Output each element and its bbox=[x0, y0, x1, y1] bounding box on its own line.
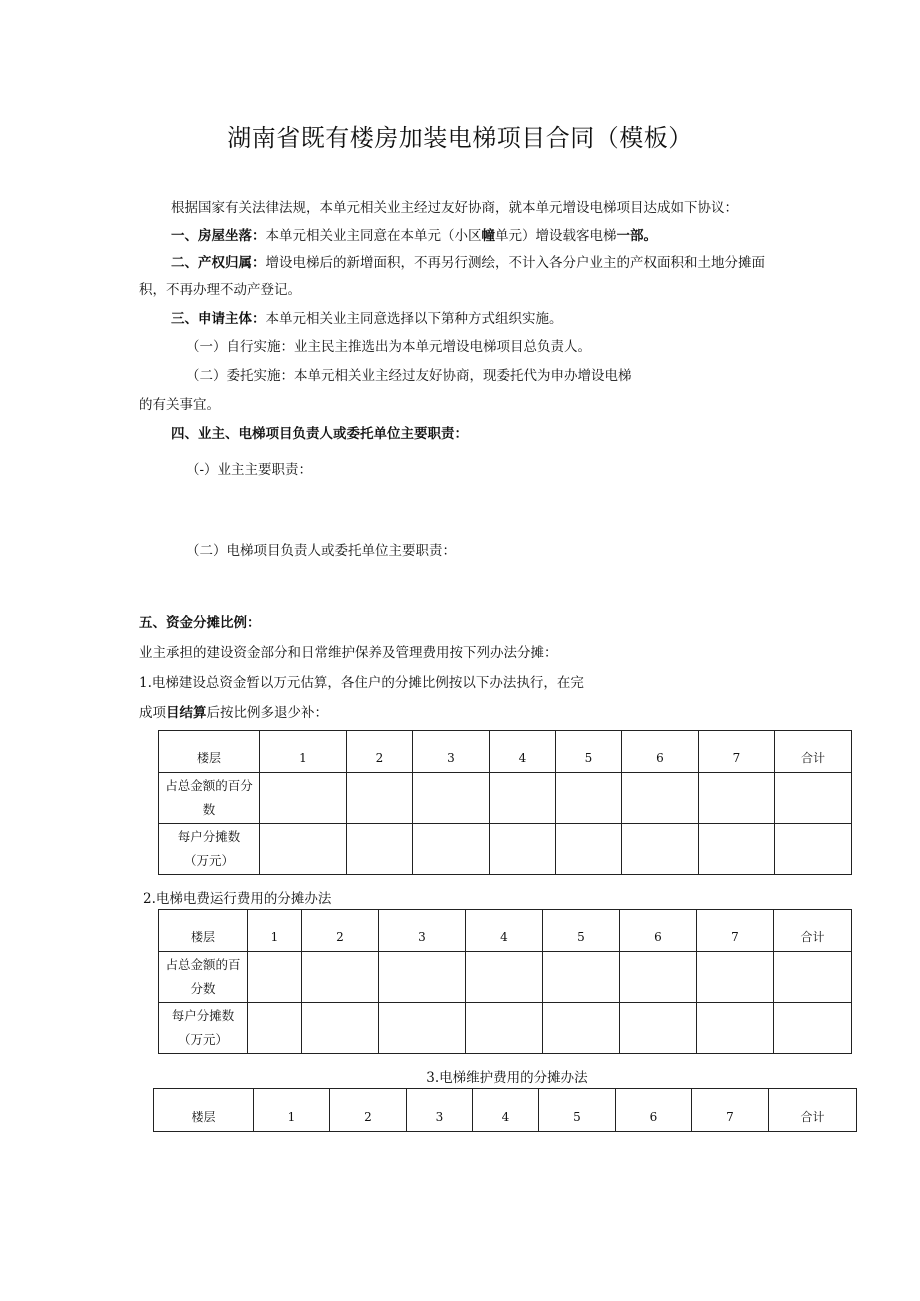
table-cell[interactable] bbox=[775, 773, 852, 824]
section-3-item1: （一）自行实施：业主民主推选出为本单元增设电梯项目总负责人。 bbox=[186, 339, 591, 355]
section-4-item2: （二）电梯项目负责人或委托单位主要职责： bbox=[186, 543, 456, 559]
table-cell[interactable] bbox=[466, 952, 543, 1003]
row-label-per-household: 每户分摊数 （万元） bbox=[159, 1003, 248, 1054]
header-cell: 3 bbox=[413, 731, 490, 773]
table-cell[interactable] bbox=[699, 773, 775, 824]
table-row bbox=[159, 824, 852, 875]
header-cell: 楼层 bbox=[159, 731, 260, 773]
table-cell[interactable] bbox=[620, 1003, 697, 1054]
header-cell: 2 bbox=[347, 731, 413, 773]
table-cell[interactable] bbox=[774, 1003, 852, 1054]
table-cell[interactable] bbox=[697, 1003, 774, 1054]
table-cell[interactable] bbox=[556, 824, 622, 875]
section-3-item2-cont: 的有关事宜。 bbox=[139, 397, 220, 413]
table-cell[interactable] bbox=[466, 1003, 543, 1054]
row-label-per-household: 每户分摊数 （万元） bbox=[159, 824, 260, 875]
table-row bbox=[159, 773, 852, 824]
row-label-percentage: 占总金额的百 分数 bbox=[159, 952, 248, 1003]
header-cell: 合计 bbox=[774, 910, 852, 952]
table-cell[interactable] bbox=[622, 773, 699, 824]
header-cell: 4 bbox=[473, 1089, 539, 1132]
table-row bbox=[159, 952, 852, 1003]
table-cell[interactable] bbox=[413, 773, 490, 824]
section-2-ownership bbox=[171, 253, 765, 273]
header-cell: 6 bbox=[616, 1089, 692, 1132]
electricity-cost-table bbox=[158, 909, 852, 1054]
section-5-line3-a: 成项 bbox=[139, 705, 166, 721]
table-cell[interactable] bbox=[248, 1003, 302, 1054]
table-cell[interactable] bbox=[774, 952, 852, 1003]
section-1-text-a: 本单元相关业主同意在本单元（小区 bbox=[265, 228, 482, 244]
table-row bbox=[159, 1003, 852, 1054]
table-cell[interactable] bbox=[622, 824, 699, 875]
table-cell[interactable] bbox=[699, 824, 775, 875]
table-cell[interactable] bbox=[379, 952, 466, 1003]
header-cell: 7 bbox=[697, 910, 774, 952]
section-4-heading: 四、业主、电梯项目负责人或委托单位主要职责： bbox=[171, 426, 468, 442]
section-1-text-b: 幢 bbox=[481, 228, 495, 244]
section-1-label: 一、房屋坐落： bbox=[171, 228, 266, 244]
table-cell[interactable] bbox=[620, 952, 697, 1003]
section-5-line3-c: 后按比例多退少补： bbox=[206, 705, 328, 721]
header-cell: 3 bbox=[407, 1089, 473, 1132]
header-cell: 3 bbox=[379, 910, 466, 952]
table-header-row bbox=[154, 1089, 857, 1132]
table-cell[interactable] bbox=[775, 824, 852, 875]
header-cell: 楼层 bbox=[154, 1089, 254, 1132]
table-cell[interactable] bbox=[543, 1003, 620, 1054]
header-cell: 2 bbox=[330, 1089, 407, 1132]
section-5-line3-b: 目结算 bbox=[166, 705, 207, 721]
table3-caption: 3.电梯维护费用的分摊办法 bbox=[426, 1070, 588, 1086]
header-cell: 4 bbox=[490, 731, 556, 773]
section-5-line1: 业主承担的建设资金部分和日常维护保养及管理费用按下列办法分摊： bbox=[139, 645, 558, 661]
table-cell[interactable] bbox=[490, 773, 556, 824]
table-cell[interactable] bbox=[248, 952, 302, 1003]
header-cell: 5 bbox=[543, 910, 620, 952]
table-cell[interactable] bbox=[379, 1003, 466, 1054]
table2-caption: 2.电梯电费运行费用的分摊办法 bbox=[143, 891, 332, 907]
table-cell[interactable] bbox=[347, 824, 413, 875]
table-cell[interactable] bbox=[260, 824, 347, 875]
maintenance-cost-table bbox=[153, 1088, 857, 1132]
header-cell: 楼层 bbox=[159, 910, 248, 952]
table-header-row bbox=[159, 731, 852, 773]
header-cell: 1 bbox=[248, 910, 302, 952]
table-cell[interactable] bbox=[543, 952, 620, 1003]
section-1-text-c: 单元）增设载客电梯 bbox=[495, 228, 617, 244]
intro-paragraph: 根据国家有关法律法规，本单元相关业主经过友好协商，就本单元增设电梯项目达成如下协议： bbox=[171, 200, 738, 216]
table-header-row bbox=[159, 910, 852, 952]
section-3-item2: （二）委托实施：本单元相关业主经过友好协商，现委托代为申办增设电梯 bbox=[186, 368, 632, 384]
section-2-line2: 积，不再办理不动产登记。 bbox=[139, 282, 301, 298]
header-cell: 1 bbox=[254, 1089, 330, 1132]
section-2-line1: 增设电梯后的新增面积，不再另行测绘，不计入各分户业主的产权面积和土地分摊面 bbox=[265, 255, 765, 271]
table-cell[interactable] bbox=[347, 773, 413, 824]
section-3-text: 本单元相关业主同意选择以下第种方式组织实施。 bbox=[265, 311, 563, 327]
section-3-label: 三、申请主体： bbox=[171, 311, 266, 327]
header-cell: 6 bbox=[622, 731, 699, 773]
table-cell[interactable] bbox=[302, 952, 379, 1003]
section-5-line3 bbox=[139, 703, 328, 723]
section-3-applicant bbox=[171, 309, 563, 329]
table-cell[interactable] bbox=[490, 824, 556, 875]
table-cell[interactable] bbox=[697, 952, 774, 1003]
table-cell[interactable] bbox=[413, 824, 490, 875]
table-cell[interactable] bbox=[302, 1003, 379, 1054]
header-cell: 7 bbox=[699, 731, 775, 773]
header-cell: 5 bbox=[539, 1089, 616, 1132]
header-cell: 合计 bbox=[769, 1089, 857, 1132]
row-label-percentage: 占总金额的百分 数 bbox=[159, 773, 260, 824]
header-cell: 7 bbox=[692, 1089, 769, 1132]
section-5-heading: 五、资金分摊比例： bbox=[139, 615, 261, 631]
section-4-item1: （-）业主主要职责： bbox=[186, 462, 313, 478]
section-1-text-d: 一部。 bbox=[616, 228, 657, 244]
header-cell: 4 bbox=[466, 910, 543, 952]
table-cell[interactable] bbox=[556, 773, 622, 824]
section-5-line2: 1.电梯建设总资金暂以万元估算，各住户的分摊比例按以下办法执行，在完 bbox=[139, 675, 584, 691]
section-1-location bbox=[171, 226, 657, 246]
section-2-label: 二、产权归属： bbox=[171, 255, 266, 271]
header-cell: 1 bbox=[260, 731, 347, 773]
document-title: 湖南省既有楼房加装电梯项目合同（模板） bbox=[227, 124, 693, 152]
header-cell: 合计 bbox=[775, 731, 852, 773]
header-cell: 6 bbox=[620, 910, 697, 952]
construction-cost-table bbox=[158, 730, 852, 875]
header-cell: 5 bbox=[556, 731, 622, 773]
table-cell[interactable] bbox=[260, 773, 347, 824]
header-cell: 2 bbox=[302, 910, 379, 952]
